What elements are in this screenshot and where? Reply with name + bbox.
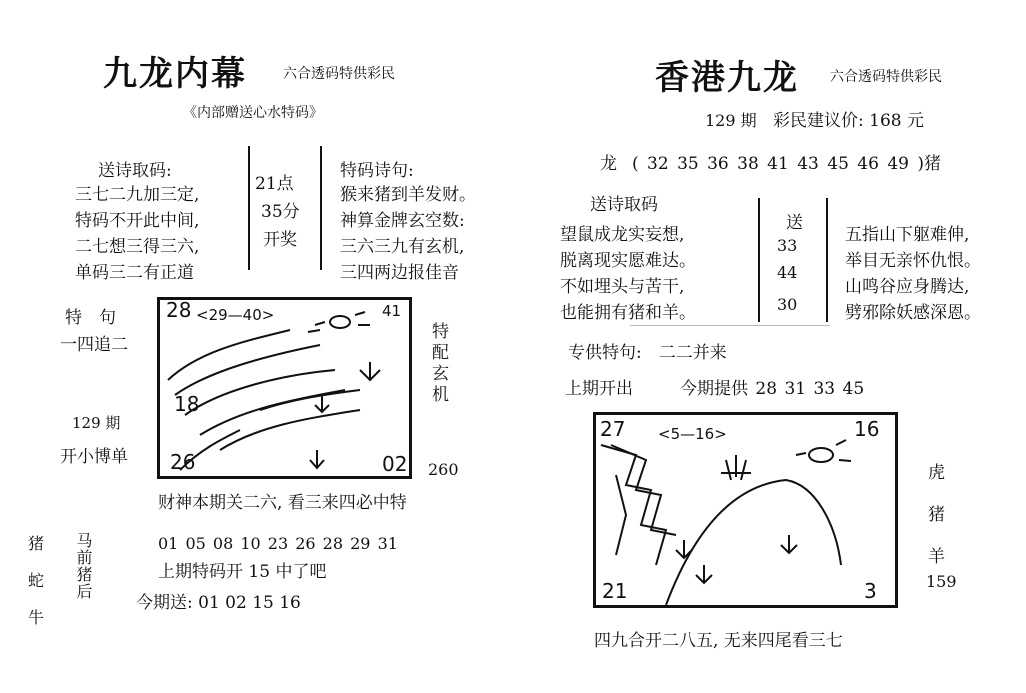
right-poem-line: 也能拥有猪和羊。 [560, 303, 696, 323]
send-label: 送 [786, 213, 803, 233]
left-title: 九龙内幕 [103, 54, 247, 94]
left-poem-line: 单码三二有正道 [75, 263, 194, 283]
animal-label: 猪 [28, 534, 45, 553]
draw-time-hour: 21点 [255, 174, 294, 194]
special-poem-line: 猴来猪到羊发财。 [340, 185, 476, 205]
left-sketch-range: <29—40> [196, 306, 275, 324]
right-poem-heading: 送诗取码 [590, 195, 658, 215]
left-issue: 129 期 [72, 414, 121, 432]
left-tagline: 六合透码特供彩民 [283, 66, 395, 82]
long-label: 龙 [600, 154, 617, 174]
right-poem-right [845, 222, 981, 326]
teju-label: 特 句 [65, 308, 116, 328]
left-sketch-mid-left: 18 [174, 392, 200, 416]
draw-time-minute: 35分 [261, 202, 300, 222]
right-poem-line: 不如埋头与苦干, [560, 277, 685, 297]
send-number: 30 [777, 295, 798, 314]
right-issue: 129 期 [705, 111, 757, 130]
left-poem-line: 三七二九加三定, [75, 185, 200, 205]
animals-column [28, 525, 44, 636]
right-side-number: 159 [926, 572, 957, 591]
right-sketch-bottom-right: 3 [864, 579, 877, 603]
right-title: 香港九龙 [655, 58, 799, 98]
draw-time [255, 170, 300, 254]
divider [758, 198, 760, 322]
left-sketch-top-right: 41 [382, 302, 402, 320]
right-tagline: 六合透码特供彩民 [830, 69, 942, 85]
right-sketch-top-right: 16 [854, 417, 880, 441]
today-send: 今期送: 01 02 15 16 [136, 593, 301, 613]
special-line: 专供特句: 二二并来 [568, 343, 727, 363]
animal-label: 蛇 [28, 571, 45, 590]
provide-numbers: 今期提供 28 31 33 45 [680, 379, 865, 399]
kaixiao: 开小博单 [60, 447, 128, 467]
special-poem-line: 三六三九有玄机, [340, 237, 465, 257]
divider [248, 146, 250, 270]
teju-value: 一四追二 [60, 335, 128, 355]
left-sketch-drawing [160, 300, 409, 476]
left-poem [75, 182, 199, 286]
special-poem [340, 182, 476, 286]
animal-label: 羊 [928, 547, 945, 567]
left-subtitle: 《内部赠送心水特码》 [183, 105, 323, 121]
caishen-line: 财神本期关二六, 看三来四必中特 [158, 493, 407, 513]
animal-label: 虎 [928, 463, 945, 483]
right-poem-line: 劈邪除妖感深恩。 [845, 303, 981, 323]
left-sketch [157, 297, 412, 479]
divider [320, 146, 322, 270]
animal-label: 猪 [928, 505, 945, 525]
left-side-text: 特配玄机 [428, 322, 448, 406]
draw-time-label: 开奖 [263, 230, 297, 250]
send-number: 44 [777, 263, 798, 282]
right-sketch [593, 412, 898, 608]
right-poem-line: 举目无亲怀仇恨。 [845, 251, 981, 271]
right-poem-line: 五指山下躯难伸, [845, 225, 970, 245]
right-footer: 四九合开二八五, 无来四尾看三七 [594, 631, 843, 651]
left-poem-heading: 送诗取码: [98, 161, 172, 181]
right-poem-line: 山鸣谷应身腾达, [845, 277, 970, 297]
left-sketch-bottom-right: 02 [382, 452, 408, 476]
last-special: 上期特码开 15 中了吧 [158, 562, 327, 582]
left-poem-line: 二七想三得三六, [75, 237, 200, 257]
mapian-label: 马前猪后 [74, 532, 93, 600]
special-poem-line: 神算金牌玄空数: [340, 211, 465, 231]
right-poem-line: 脱离现实愿难达。 [560, 251, 696, 271]
special-poem-line: 三四两边报佳音 [340, 263, 459, 283]
last-open: 上期开出 [565, 379, 633, 399]
left-sketch-top-left: 28 [166, 298, 192, 322]
send-number: 33 [777, 236, 798, 255]
long-numbers: ( 32 35 36 38 41 43 45 46 49 )猪 [632, 154, 941, 174]
right-sketch-top-left: 27 [600, 417, 626, 441]
right-side-animals [928, 452, 945, 578]
left-side-number: 260 [428, 460, 459, 479]
right-poem-line: 望鼠成龙实妄想, [560, 225, 685, 245]
right-poem-left [560, 222, 696, 326]
animal-label: 牛 [28, 608, 45, 627]
divider [630, 325, 830, 326]
divider [826, 198, 828, 322]
right-sketch-bottom-left: 21 [602, 579, 628, 603]
right-sketch-drawing [596, 415, 895, 605]
left-poem-line: 特码不开此中间, [75, 211, 200, 231]
left-sketch-bottom-left: 26 [170, 450, 196, 474]
right-price: 彩民建议价: 168 元 [773, 111, 924, 131]
right-sketch-range: <5—16> [658, 425, 727, 443]
special-heading: 特码诗句: [340, 161, 414, 181]
left-numbers: 01 05 08 10 23 26 28 29 31 [158, 534, 398, 553]
